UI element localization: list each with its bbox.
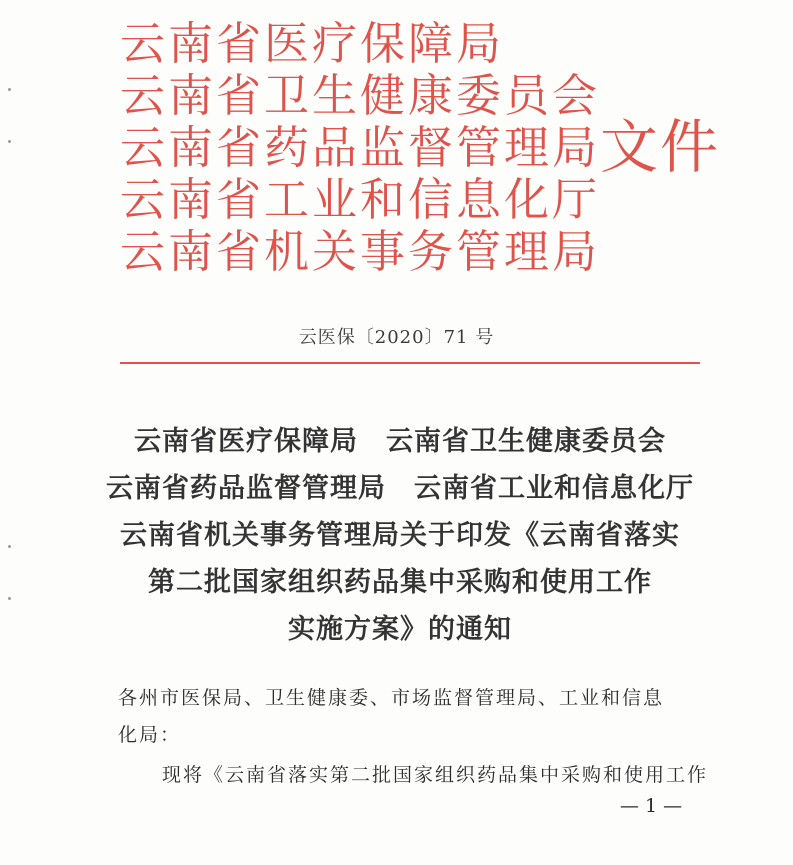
page-number: — 1 — (620, 795, 683, 817)
addressee-line: 各州市医保局、卫生健康委、市场监督管理局、工业和信息 (118, 687, 665, 709)
issuer-name: 云南省药品监督管理局 (120, 121, 601, 174)
header-divider (120, 362, 700, 364)
title-line: 第二批国家组织药品集中采购和使用工作 (148, 567, 652, 598)
scan-mark (8, 88, 11, 91)
issuer-name: 云南省工业和信息化厅 (120, 173, 601, 226)
document-number: 云医保〔2020〕71 号 (298, 327, 495, 348)
issuer-list (120, 18, 620, 278)
title-line: 云南省机关事务管理局关于印发《云南省落实 (120, 520, 680, 551)
scan-mark (8, 140, 11, 143)
document-title (80, 418, 720, 653)
title-line: 云南省医疗保障局 云南省卫生健康委员会 (134, 426, 666, 457)
issuer-name: 云南省机关事务管理局 (120, 225, 601, 278)
scan-mark (8, 597, 11, 600)
document-type-label: 文件 (600, 113, 721, 181)
title-line: 实施方案》的通知 (288, 614, 512, 645)
issuer-name: 云南省卫生健康委员会 (120, 69, 601, 122)
body-paragraph: 现将《云南省落实第二批国家组织药品集中采购和使用工作 (162, 764, 709, 786)
scan-mark (8, 545, 11, 548)
addressee-line: 化局： (118, 724, 182, 746)
issuer-name: 云南省医疗保障局 (120, 17, 505, 70)
title-line: 云南省药品监督管理局 云南省工业和信息化厅 (106, 473, 694, 504)
